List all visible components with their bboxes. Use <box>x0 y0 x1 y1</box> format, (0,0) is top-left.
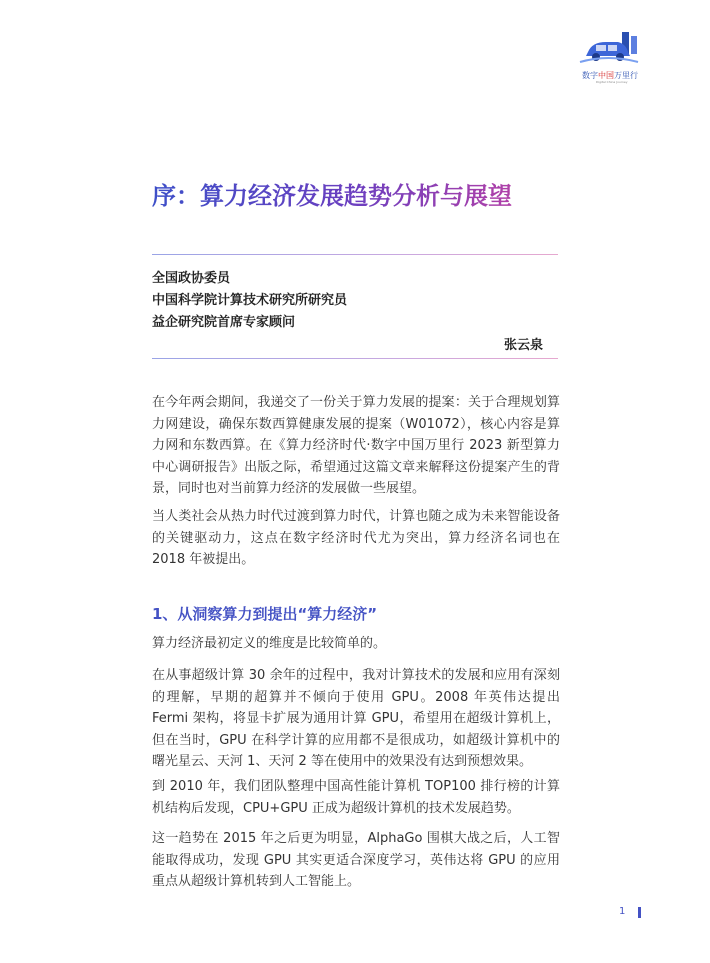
paragraph-ai-trend: 这一趋势在 2015 年之后更为明显，AlphaGo 围棋大战之后，人工智能取得成功，发现 GPU 其实更适合深度学习，英伟达将 GPU 的应用重点从超级计算机转到人工智能上。 <box>152 831 560 889</box>
author-block <box>152 268 558 353</box>
author-title-3: 益企研究院首席专家顾问 <box>152 315 296 330</box>
paragraph-definition: 算力经济最初定义的维度是比较简单的。 <box>152 636 387 651</box>
paragraph-top100: 到 2010 年，我们团队整理中国高性能计算机 TOP100 排行榜的计算机结构后发现，CPU+GPU 正成为超级计算机的技术发展趋势。 <box>152 779 560 816</box>
paragraph-background: 当人类社会从热力时代过渡到算力时代，计算也随之成为未来智能设备的关键驱动力，这点在数字经济时代尤为突出，算力经济名词也在 2018 年被提出。 <box>152 509 560 567</box>
author-title-1: 全国政协委员 <box>152 271 231 286</box>
author-title-2: 中国科学院计算技术研究所研究员 <box>152 293 348 308</box>
logo-wordmark: 数字中国万里行 <box>582 71 638 80</box>
logo <box>578 30 668 84</box>
paragraph-supercomputing: 在从事超级计算 30 余年的过程中，我对计算技术的发展和应用有深刻的理解，早期的超算并不倾向于使用 GPU。2008 年英伟达提出 Fermi 架构，将显卡扩展为通用计算 GPU，希望用在超级计算机上，但在当时，GPU 在科学计算的应用都不是很成功，如超级计算机中的曙光星云、天河 1、天河 2 等在使用中的效果没有达到预想效果。 <box>152 668 560 769</box>
page-number-marker <box>638 907 641 918</box>
logo-subtext: Digital China Journey <box>596 80 628 84</box>
paragraph-intro: 在今年两会期间，我递交了一份关于算力发展的提案：关于合理规划算力网建设，确保东数西算健康发展的提案（W01072），核心内容是算力网和东数西算。在《算力经济时代·数字中国万里行 2023 新型算力中心调研报告》出版之际，希望通过这篇文章来解释这份提案产生的背景，同时也对当前算力经济的发展做一些展望。 <box>152 395 560 496</box>
divider-top <box>152 254 558 255</box>
section-heading: 1、从洞察算力到提出“算力经济” <box>152 605 378 623</box>
page-number: 1 <box>619 906 626 917</box>
author-name: 张云泉 <box>504 338 544 353</box>
page-title: 序：算力经济发展趋势分析与展望 <box>152 178 512 214</box>
divider-bottom <box>152 358 558 359</box>
car-logo-icon <box>578 30 640 70</box>
